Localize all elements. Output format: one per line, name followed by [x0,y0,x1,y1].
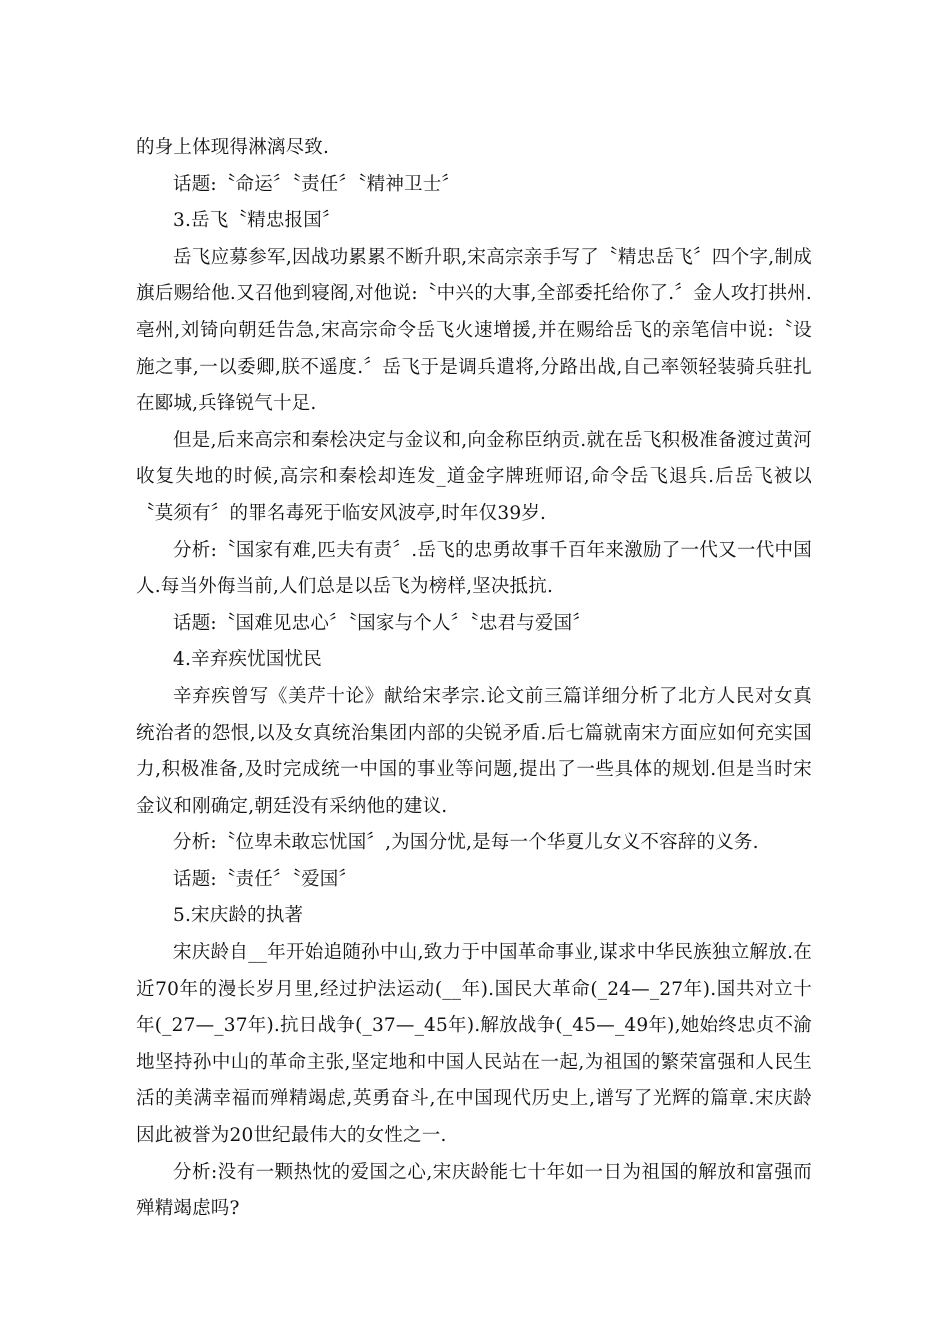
paragraph-continuation: 的身上体现得淋漓尽致. [136,137,330,158]
section-heading-yuefei: 3.岳飞〝精忠报国〞 [173,210,341,232]
document-body [136,130,812,1228]
paragraph-analysis: 分析:没有一颗热忱的爱国之心,宋庆龄能七十年如一日为祖国的解放和富强而殚精竭虑吗? [136,1161,812,1220]
paragraph-yuefei-story: 岳飞应募参军,因战功累累不断升职,宋高宗亲手写了〝精忠岳飞〞四个字,制成旗后赐给他.又召他到寝阁,对他说:〝中兴的大事,全部委托给你了.〞金人攻打拱州.亳州,刘锜向朝廷告急,宋高宗命令岳飞火速增援,并在赐给岳飞的亲笔信中说:〝设施之事,一以委卿,朕不遥度.〞岳飞于是调兵遣将,分路出战,自己率领轻装骑兵驻扎在郾城,兵锋锐气十足. [136,246,812,415]
section-heading-xinqiji: 4.辛弃疾忧国忧民 [173,649,322,671]
paragraph-analysis: 分析:〝国家有难,匹夫有责〞.岳飞的忠勇故事千百年来激励了一代又一代中国人.每当外侮当前,人们总是以岳飞为榜样,坚决抵抗. [136,539,812,598]
section-heading-songqingling: 5.宋庆龄的执著 [173,905,304,927]
paragraph-topic: 话题:〝责任〞〝爱国〞 [173,868,358,890]
paragraph-songqingling-story: 宋庆龄自__年开始追随孙中山,致力于中国革命事业,谋求中华民族独立解放.在近70年的漫长岁月里,经过护法运动(__年).国民大革命(_24—_27年).国共对立十年(_27—_37年).抗日战争(_37—_45年).解放战争(_45—_49年),她始终忠贞不渝地坚持孙中山的革命主张,坚定地和中国人民站在一起,为祖国的繁荣富强和人民生活的美满幸福而殚精竭虑,英勇奋斗,在中国现代历史上,谱写了光辉的篇章.宋庆龄因此被誉为20世纪最伟大的女性之一. [136,942,812,1147]
paragraph-yuefei-ending: 但是,后来高宗和秦桧决定与金议和,向金称臣纳贡.就在岳飞积极准备渡过黄河收复失地的时候,高宗和秦桧却连发_道金字牌班师诏,命令岳飞退兵.后岳飞被以〝莫须有〞的罪名毒死于临安风波亭,时年仅39岁. [136,429,812,524]
paragraph-topic: 话题:〝命运〞〝责任〞〝精神卫士〞 [173,173,461,195]
paragraph-xinqiji-story: 辛弃疾曾写《美芹十论》献给宋孝宗.论文前三篇详细分析了北方人民对女真统治者的怨恨,以及女真统治集团内部的尖锐矛盾.后七篇就南宋方面应如何充实国力,积极准备,及时完成统一中国的事业等问题,提出了一些具体的规划.但是当时宋金议和刚确定,朝廷没有采纳他的建议. [136,685,812,817]
paragraph-analysis: 分析:〝位卑未敢忘忧国〞,为国分忧,是每一个华夏儿女义不容辞的义务. [173,832,759,854]
paragraph-topic: 话题:〝国难见忠心〞〝国家与个人〞〝忠君与爱国〞 [173,612,592,634]
